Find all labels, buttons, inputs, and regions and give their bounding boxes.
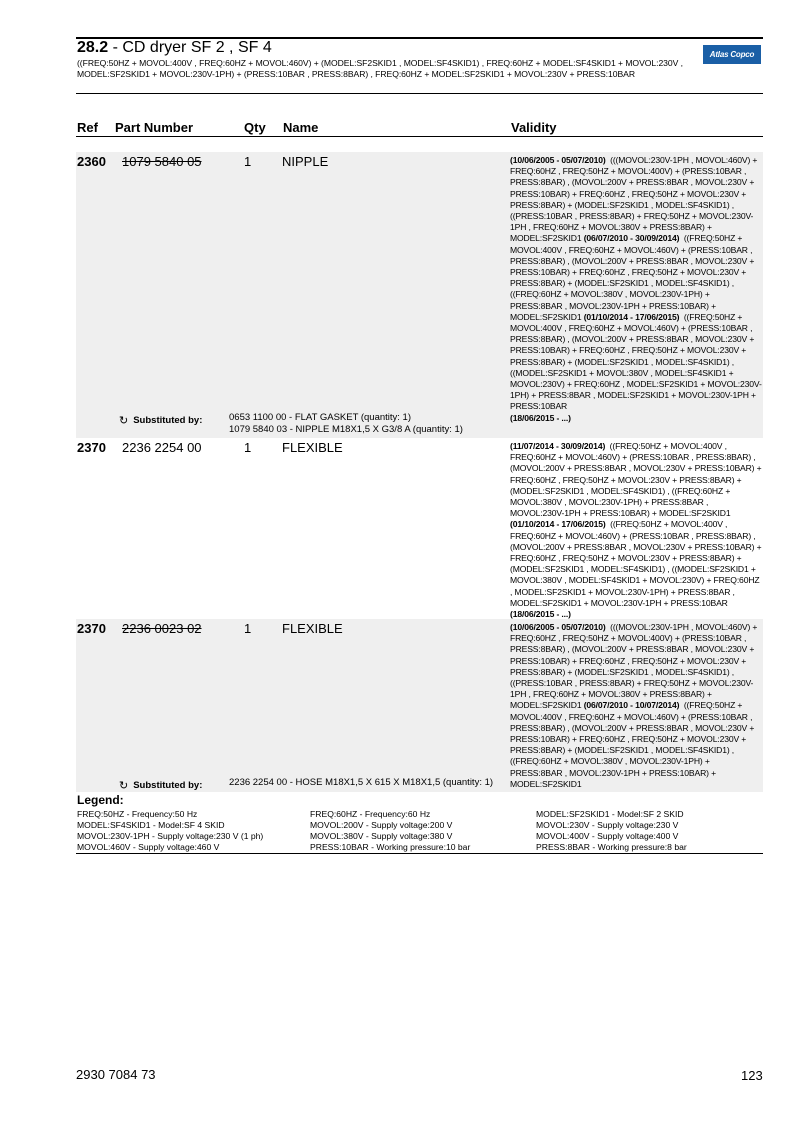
document-number: 2930 7084 73 [76,1067,156,1082]
legend-item: FREQ:60HZ - Frequency:60 Hz [310,809,431,819]
section-applicability: ((FREQ:50HZ + MOVOL:400V , FREQ:60HZ + MOVOL:460V) + (MODEL:SF2SKID1 , MODEL:SF4SKID1) , FREQ:60HZ + MODEL:SF4SKID1 + MOVOL:230V , MODEL:SF2SKID1 + MOVOL:230V-1PH) + (PRESS:10BAR , PRESS:8BAR) , FREQ:60HZ + MODEL:SF2SKID1 + MOVOL:230V + PRESS:10BAR [77,58,683,80]
validity-text: ((FREQ:50HZ + MOVOL:400V , FREQ:60HZ + MOVOL:460V) + (PRESS:10BAR , PRESS:8BAR) , (MOVOL:200V + PRESS:8BAR , MOVOL:230V + PRESS:10BAR) + FREQ:60HZ , FREQ:50HZ + MOVOL:230V + PRESS:8BAR) + (MODEL:SF2SKID1 , MODEL:SF4SKID1) , ((FREQ:60HZ + MOVOL:380V , MOVOL:230V-1PH) + PRESS:8BAR , MOVOL:230V-1PH + PRESS:10BAR) + MODEL:SF2SKID1 [510,700,755,789]
legend-title: Legend: [77,793,124,807]
section-number: 28.2 [77,39,109,56]
legend-item: MOVOL:230V-1PH - Supply voltage:230 V (1 ph) [77,831,264,841]
substituted-item: 0653 1100 00 - FLAT GASKET (quantity: 1) [229,412,412,423]
legend-item: MODEL:SF2SKID1 - Model:SF 2 SKID [536,809,684,819]
legend-item: MOVOL:460V - Supply voltage:460 V [77,842,220,852]
column-header-qty: Qty [244,120,266,135]
legend-item: FREQ:50HZ - Frequency:50 Hz [77,809,198,819]
row-validity [510,441,763,620]
legend-item: MOVOL:400V - Supply voltage:400 V [536,831,679,841]
row-qty: 1 [244,154,252,169]
substituted-label-text: Substituted by: [133,415,203,426]
header-bottom-rule [76,93,763,94]
row-part-number: 2236 2254 00 [122,440,202,455]
column-header-name: Name [283,120,319,135]
substituted-item: 2236 2254 00 - HOSE M18X1,5 X 615 X M18X1,5 (quantity: 1) [229,777,494,788]
row-ref: 2370 [77,621,106,636]
legend-item: MOVOL:230V - Supply voltage:230 V [536,820,679,830]
row-qty: 1 [244,621,252,636]
row-name: FLEXIBLE [282,440,343,455]
row-ref: 2370 [77,440,106,455]
column-header-validity: Validity [511,120,557,135]
validity-date: (18/06/2015 - ...) [510,609,571,620]
substituted-item: 1079 5840 03 - NIPPLE M18X1,5 X G3/8 A (quantity: 1) [229,424,463,435]
legend-item: MOVOL:200V - Supply voltage:200 V [310,820,453,830]
brand-logo: Atlas Copco [703,45,761,64]
validity-text: (((MOVOL:230V-1PH , MOVOL:460V) + FREQ:60HZ , FREQ:50HZ + MOVOL:400V) + (PRESS:10BAR , PRESS:8BAR) , (MOVOL:200V + PRESS:8BAR , MOVOL:230V + PRESS:10BAR) + FREQ:60HZ , FREQ:50HZ + MOVOL:230V + PRESS:8BAR) + (MODEL:SF2SKID1 , MODEL:SF4SKID1) , ((PRESS:10BAR , PRESS:8BAR) + FREQ:50HZ + MOVOL:230V-1PH , FREQ:60HZ + MOVOL:380V + PRESS:8BAR) + MODEL:SF2SKID1 [510,155,758,244]
substituted-by-label [119,779,202,792]
legend-item: MODEL:SF4SKID1 - Model:SF 4 SKID [77,820,225,830]
table-row [76,152,763,438]
validity-text: (((MOVOL:230V-1PH , MOVOL:460V) + FREQ:60HZ , FREQ:50HZ + MOVOL:400V) + (PRESS:10BAR , PRESS:8BAR) , (MOVOL:200V + PRESS:8BAR , MOVOL:230V + PRESS:10BAR) + FREQ:60HZ , FREQ:50HZ + MOVOL:230V + PRESS:8BAR) + (MODEL:SF2SKID1 , MODEL:SF4SKID1) , ((PRESS:10BAR , PRESS:8BAR) + FREQ:50HZ + MOVOL:230V-1PH , FREQ:60HZ + MOVOL:380V + PRESS:8BAR) + MODEL:SF2SKID1 [510,622,758,711]
row-validity [510,622,763,790]
substituted-label-text: Substituted by: [133,780,203,791]
legend-item: MOVOL:380V - Supply voltage:380 V [310,831,453,841]
row-name: NIPPLE [282,154,329,169]
validity-date: (01/10/2014 - 17/06/2015) [583,311,680,322]
validity-text: ((FREQ:50HZ + MOVOL:400V , FREQ:60HZ + MOVOL:460V) + (PRESS:10BAR , PRESS:8BAR) , (MOVOL:200V + PRESS:8BAR , MOVOL:230V + PRESS:10BAR) + FREQ:60HZ , FREQ:50HZ + MOVOL:230V + PRESS:8BAR) + (MODEL:SF2SKID1 , MODEL:SF4SKID1) , ((MODEL:SF2SKID1 + MOVOL:380V , MODEL:SF4SKID1 + MOVOL:230V) + FREQ:60HZ , MODEL:SF2SKID1 + MOVOL:230V-1PH) + PRESS:8BAR , MODEL:SF2SKID1 + MOVOL:230V-1PH + PRESS:10BAR [510,519,762,608]
refresh-icon: ↻ [119,415,129,427]
page-number: 123 [741,1068,763,1083]
page-title [77,39,687,57]
substituted-items [229,412,463,436]
legend-item: PRESS:8BAR - Working pressure:8 bar [536,842,687,852]
validity-text: ((FREQ:50HZ + MOVOL:400V , FREQ:60HZ + MOVOL:460V) + (PRESS:10BAR , PRESS:8BAR) , (MOVOL:200V + PRESS:8BAR , MOVOL:230V + PRESS:10BAR) + FREQ:60HZ , FREQ:50HZ + MOVOL:230V + PRESS:8BAR) + (MODEL:SF2SKID1 , MODEL:SF4SKID1) , ((MODEL:SF2SKID1 + MOVOL:380V , MODEL:SF4SKID1 + MOVOL:230V) + FREQ:60HZ , MODEL:SF2SKID1 + MOVOL:230V-1PH) + PRESS:8BAR , MODEL:SF2SKID1 + MOVOL:230V-1PH + PRESS:10BAR [510,311,762,412]
substituted-items [229,777,493,789]
column-header-rule [76,136,763,137]
validity-date: (10/06/2005 - 05/07/2010) [510,622,606,632]
substituted-by-label [119,414,202,427]
legend-rule [76,853,763,854]
table-row [76,619,763,792]
row-qty: 1 [244,440,252,455]
validity-text: ((FREQ:50HZ + MOVOL:400V , FREQ:60HZ + MOVOL:460V) + (PRESS:10BAR , PRESS:8BAR) , (MOVOL:200V + PRESS:8BAR , MOVOL:230V + PRESS:10BAR) + FREQ:60HZ , FREQ:50HZ + MOVOL:230V + PRESS:8BAR) + (MODEL:SF2SKID1 , MODEL:SF4SKID1) , ((FREQ:60HZ + MOVOL:380V , MOVOL:230V-1PH) + PRESS:8BAR , MOVOL:230V-1PH + PRESS:10BAR) + MODEL:SF2SKID1 [510,441,762,519]
row-ref: 2360 [77,154,106,169]
section-title: - CD dryer SF 2 , SF 4 [108,39,272,56]
row-part-number: 2236 0023 02 [122,621,202,636]
validity-date: (06/07/2010 - 30/09/2014) [583,233,680,244]
row-name: FLEXIBLE [282,621,343,636]
validity-date: (18/06/2015 - ...) [510,412,571,423]
row-validity [510,155,763,424]
header-block [77,39,687,81]
validity-date: (11/07/2014 - 30/09/2014) [510,441,606,451]
validity-text: ((FREQ:50HZ + MOVOL:400V , FREQ:60HZ + MOVOL:460V) + (PRESS:10BAR , PRESS:8BAR) , (MOVOL:200V + PRESS:8BAR , MOVOL:230V + PRESS:10BAR) + FREQ:60HZ , FREQ:50HZ + MOVOL:230V + PRESS:8BAR) + (MODEL:SF2SKID1 , MODEL:SF4SKID1) , ((FREQ:60HZ + MOVOL:380V , MOVOL:230V-1PH) + PRESS:8BAR , MOVOL:230V-1PH + PRESS:10BAR) + MODEL:SF2SKID1 [510,233,755,322]
refresh-icon: ↻ [119,780,129,792]
column-header-ref: Ref [77,120,98,135]
table-row [76,438,763,619]
legend-item: PRESS:10BAR - Working pressure:10 bar [310,842,471,852]
validity-date: (06/07/2010 - 10/07/2014) [583,700,680,711]
validity-date: (10/06/2005 - 05/07/2010) [510,155,606,165]
column-header-part-number: Part Number [115,120,194,135]
row-part-number: 1079 5840 05 [122,154,202,169]
validity-date: (01/10/2014 - 17/06/2015) [510,519,606,530]
